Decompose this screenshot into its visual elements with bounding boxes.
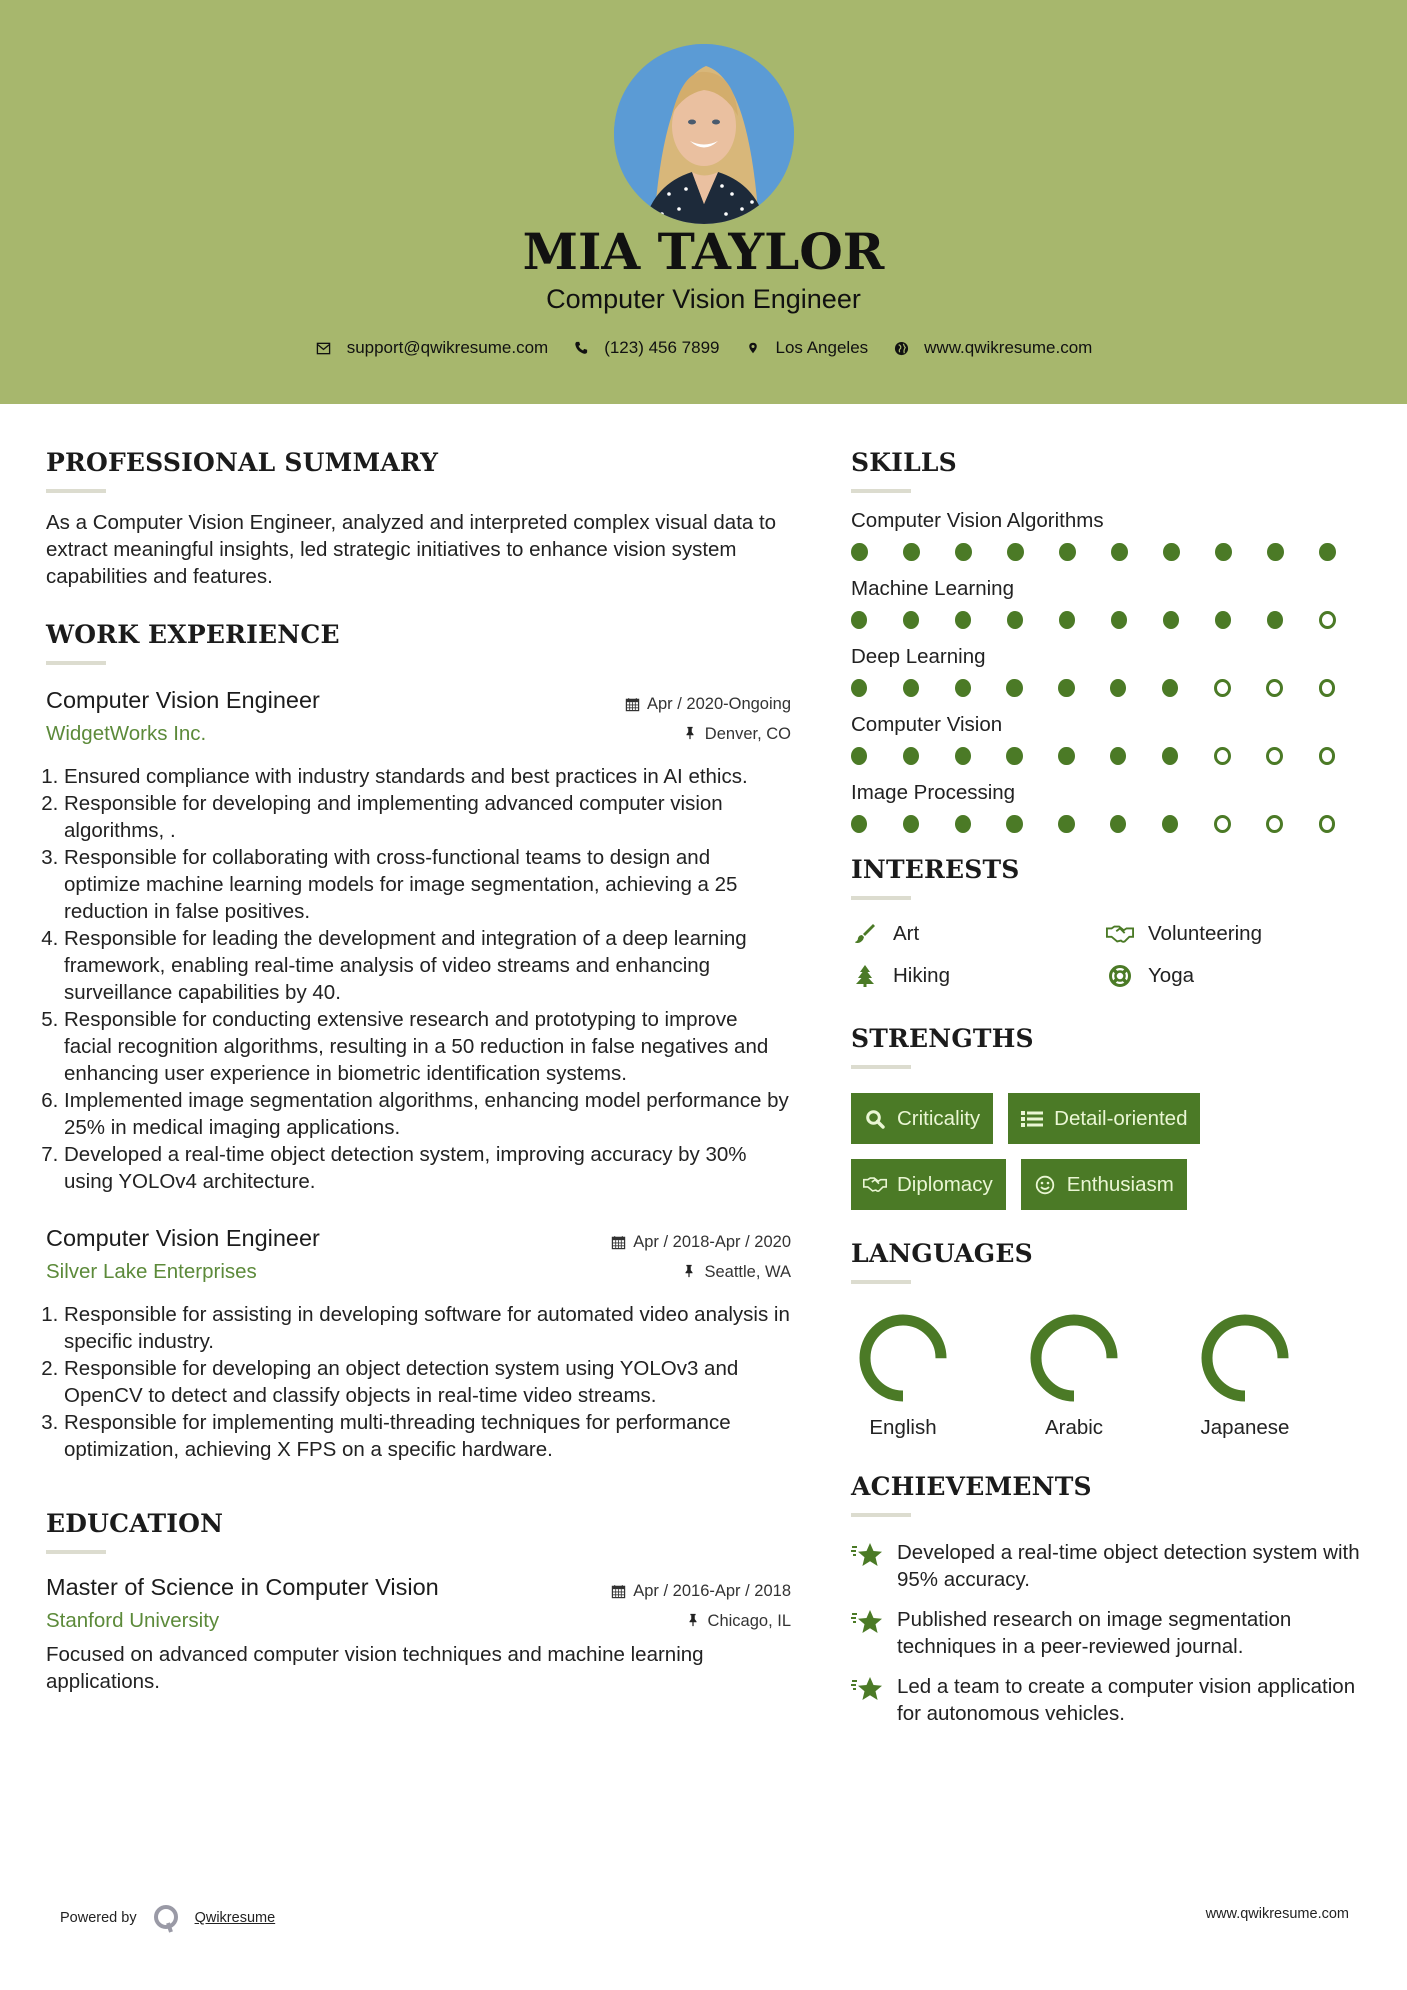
skill-rating	[851, 543, 1371, 561]
rating-dot-filled	[1267, 611, 1283, 629]
rating-dot-empty	[1214, 815, 1231, 833]
paintbrush-icon	[851, 922, 879, 946]
star-icon	[851, 1608, 885, 1638]
calendar-icon	[625, 697, 641, 713]
achievements-section	[851, 1472, 1371, 1727]
footer-powered-by	[60, 1903, 275, 1933]
rating-dot-filled	[1006, 815, 1022, 833]
pushpin-icon	[683, 726, 699, 742]
job-location	[682, 1263, 791, 1282]
phone-icon	[572, 339, 590, 357]
interest-label: Hiking	[893, 964, 950, 987]
rating-dot-filled	[955, 611, 971, 629]
rating-dot-filled	[1267, 543, 1284, 561]
skill-name: Image Processing	[851, 781, 1016, 804]
education-divider	[46, 1550, 106, 1554]
achievement-item	[851, 1539, 1371, 1593]
responsibility-item: 4. Responsible for leading the development and integration of a deep learning framework, enabling real-time analysis of video streams and enhancing surveillance capabilities by 40.	[64, 925, 791, 1006]
job-location-text: Seattle, WA	[704, 1262, 791, 1281]
rating-dot-filled	[1058, 747, 1074, 765]
strength-label: Detail-oriented	[1054, 1106, 1188, 1130]
rating-dot-filled	[1006, 747, 1022, 765]
job-title: Computer Vision Engineer	[46, 687, 320, 713]
skill-name: Computer Vision	[851, 713, 1003, 736]
responsibility-item: 1. Responsible for assisting in developing software for automated video analysis in specific industry.	[64, 1301, 791, 1355]
achievement-item	[851, 1606, 1371, 1660]
education-location-text: Chicago, IL	[707, 1611, 791, 1630]
interests-grid	[851, 922, 1371, 988]
rating-dot-filled	[1058, 815, 1074, 833]
education-dates	[611, 1582, 791, 1601]
strengths-divider	[851, 1065, 911, 1069]
interests-section	[851, 855, 1371, 988]
skill-item	[851, 645, 1371, 697]
skill-rating	[851, 679, 1371, 697]
rating-dot-empty	[1319, 679, 1336, 697]
rating-dot-filled	[955, 679, 971, 697]
rating-dot-filled	[1007, 543, 1024, 561]
education-dates-text: Apr / 2016-Apr / 2018	[633, 1582, 791, 1600]
education-heading: EDUCATION	[46, 1509, 224, 1538]
rating-dot-empty	[1266, 747, 1283, 765]
interests-divider	[851, 896, 911, 900]
skill-rating	[851, 815, 1371, 833]
rating-dot-filled	[1059, 611, 1075, 629]
rating-dot-filled	[851, 747, 867, 765]
powered-by-label: Powered by	[60, 1910, 137, 1926]
rating-dot-empty	[1214, 747, 1231, 765]
rating-dot-filled	[1163, 611, 1179, 629]
pushpin-icon	[682, 1264, 698, 1280]
language-name: Arabic	[1044, 1416, 1104, 1439]
language-progress-ring	[1028, 1312, 1120, 1404]
resume-header	[0, 0, 1407, 404]
language-progress-ring	[857, 1312, 949, 1404]
experience-heading: WORK EXPERIENCE	[46, 620, 340, 649]
contact-email-text: support@qwikresume.com	[346, 338, 549, 357]
company-name: WidgetWorks Inc.	[46, 722, 207, 745]
language-name: English	[869, 1416, 937, 1439]
contact-location	[744, 338, 869, 358]
job-dates-text: Apr / 2018-Apr / 2020	[633, 1233, 791, 1251]
rating-dot-filled	[851, 611, 867, 629]
rating-dot-filled	[903, 543, 920, 561]
profile-photo	[614, 44, 794, 224]
map-pin-icon	[744, 339, 762, 357]
smile-icon	[1033, 1174, 1057, 1196]
calendar-icon	[611, 1584, 627, 1600]
rating-dot-filled	[1058, 679, 1074, 697]
rating-dot-filled	[903, 679, 919, 697]
calendar-icon	[611, 1235, 627, 1251]
contact-phone-text: (123) 456 7899	[604, 338, 720, 357]
skill-name: Computer Vision Algorithms	[851, 509, 1104, 532]
rating-dot-empty	[1266, 679, 1283, 697]
rating-dot-filled	[1007, 611, 1023, 629]
achievements-divider	[851, 1513, 911, 1517]
responsibility-item: 2. Responsible for developing an object detection system using YOLOv3 and OpenCV to detect and classify objects in real-time video streams.	[64, 1355, 791, 1409]
language-item	[1193, 1312, 1364, 1440]
skill-name: Machine Learning	[851, 577, 1014, 600]
languages-section	[851, 1239, 1371, 1440]
qwikresume-link[interactable]: Qwikresume	[194, 1910, 276, 1926]
rating-dot-filled	[1162, 747, 1178, 765]
responsibility-item: 7. Developed a real-time object detection system, improving accuracy by 30% using YOLOv4 architecture.	[64, 1141, 791, 1195]
achievement-text: Led a team to create a computer vision application for autonomous vehicles.	[897, 1675, 1356, 1725]
education-description: Focused on advanced computer vision techniques and machine learning applications.	[46, 1643, 704, 1693]
rating-dot-filled	[1319, 543, 1336, 561]
strength-badge	[1008, 1093, 1200, 1144]
left-column	[46, 404, 791, 1695]
strength-label: Diplomacy	[897, 1172, 993, 1196]
rating-dot-filled	[1162, 815, 1178, 833]
contact-email[interactable]	[315, 338, 549, 358]
star-icon	[851, 1675, 885, 1705]
rating-dot-empty	[1319, 747, 1336, 765]
job-entry	[46, 687, 791, 1195]
rating-dot-filled	[851, 543, 868, 561]
strength-label: Enthusiasm	[1066, 1172, 1174, 1196]
rating-dot-filled	[955, 543, 972, 561]
lifering-icon	[1106, 964, 1134, 988]
handshake-icon	[1106, 922, 1134, 946]
rating-dot-filled	[955, 747, 971, 765]
summary-text: As a Computer Vision Engineer, analyzed and interpreted complex visual data to extract meaningful insights, led strategic initiatives to enhance vision system capabilities and features.	[46, 511, 777, 588]
responsibility-item: 3. Responsible for implementing multi-threading techniques for performance optimization, achieving X FPS on a specific hardware.	[64, 1409, 791, 1463]
strengths-heading: STRENGTHS	[851, 1024, 1034, 1053]
contact-bar	[0, 338, 1407, 358]
interest-label: Yoga	[1148, 964, 1194, 987]
rating-dot-filled	[1110, 815, 1126, 833]
rating-dot-filled	[903, 747, 919, 765]
candidate-name: MIA TAYLOR	[522, 222, 885, 281]
education-location	[686, 1612, 791, 1631]
footer-url[interactable]: www.qwikresume.com	[1205, 1906, 1349, 1922]
rating-dot-filled	[1006, 679, 1022, 697]
rating-dot-filled	[851, 679, 867, 697]
rating-dot-filled	[1111, 543, 1128, 561]
responsibility-item: 2. Responsible for developing and implementing advanced computer vision algorithms, .	[64, 790, 791, 844]
right-column	[851, 404, 1371, 1727]
pushpin-icon	[686, 1613, 702, 1629]
strengths-badges	[851, 1093, 1371, 1225]
summary-divider	[46, 489, 106, 493]
skill-rating	[851, 611, 1371, 629]
skill-item	[851, 713, 1371, 765]
rating-dot-empty	[1214, 679, 1231, 697]
responsibility-item: 6. Implemented image segmentation algorithms, enhancing model performance by 25% in medical imaging applications.	[64, 1087, 791, 1141]
job-title: Computer Vision Engineer	[46, 1225, 320, 1251]
achievement-item	[851, 1673, 1371, 1727]
contact-phone[interactable]	[572, 338, 719, 358]
language-progress-ring	[1199, 1312, 1291, 1404]
qwikresume-logo-icon	[151, 1903, 181, 1933]
rating-dot-empty	[1319, 815, 1336, 833]
contact-website-text: www.qwikresume.com	[924, 338, 1093, 357]
summary-section	[46, 448, 791, 590]
job-responsibilities	[46, 1301, 791, 1463]
strengths-section	[851, 1024, 1371, 1225]
interest-item	[851, 922, 1106, 946]
rating-dot-empty	[1266, 815, 1283, 833]
experience-section	[46, 620, 791, 1463]
languages-list	[851, 1312, 1371, 1440]
achievements-heading: ACHIEVEMENTS	[851, 1472, 1092, 1501]
rating-dot-filled	[1162, 679, 1178, 697]
achievement-text: Developed a real-time object detection system with 95% accuracy.	[897, 1541, 1360, 1591]
job-dates	[611, 1233, 791, 1252]
skills-divider	[851, 489, 911, 493]
interest-label: Volunteering	[1148, 922, 1262, 945]
strength-badge	[851, 1159, 1006, 1210]
strength-label: Criticality	[897, 1106, 981, 1130]
education-entry	[46, 1574, 791, 1695]
skill-item	[851, 509, 1371, 561]
languages-heading: LANGUAGES	[851, 1239, 1033, 1268]
job-location	[683, 725, 791, 744]
strength-badge	[851, 1093, 993, 1144]
skills-section	[851, 448, 1371, 833]
language-item	[851, 1312, 1022, 1440]
job-dates	[625, 695, 791, 714]
rating-dot-filled	[1215, 543, 1232, 561]
rating-dot-filled	[955, 815, 971, 833]
job-dates-text: Apr / 2020-Ongoing	[646, 695, 791, 713]
rating-dot-empty	[1319, 611, 1336, 629]
language-item	[1022, 1312, 1193, 1440]
job-location-text: Denver, CO	[704, 724, 791, 743]
degree-title: Master of Science in Computer Vision	[46, 1574, 439, 1600]
envelope-icon	[315, 339, 333, 357]
skill-item	[851, 781, 1371, 833]
rating-dot-filled	[1111, 611, 1127, 629]
responsibility-item: 1. Ensured compliance with industry standards and best practices in AI ethics.	[64, 763, 791, 790]
star-icon	[851, 1541, 885, 1571]
skill-rating	[851, 747, 1371, 765]
languages-divider	[851, 1280, 911, 1284]
achievement-text: Published research on image segmentation techniques in a peer-reviewed journal.	[897, 1608, 1292, 1658]
search-icon	[863, 1108, 887, 1130]
rating-dot-filled	[1163, 543, 1180, 561]
contact-location-text: Los Angeles	[775, 338, 869, 357]
handshake-icon	[863, 1174, 887, 1196]
interest-item	[1106, 922, 1361, 946]
summary-heading: PROFESSIONAL SUMMARY	[46, 448, 439, 477]
responsibility-item: 5. Responsible for conducting extensive research and prototyping to improve facial recognition algorithms, resulting in a 50 reduction in false negatives and enhancing user experience in biometric identification systems.	[64, 1006, 791, 1087]
rating-dot-filled	[1059, 543, 1076, 561]
interests-heading: INTERESTS	[851, 855, 1020, 884]
skill-item	[851, 577, 1371, 629]
candidate-title: Computer Vision Engineer	[546, 284, 861, 314]
profile-photo-illustration	[614, 44, 794, 224]
education-section	[46, 1509, 791, 1695]
school-name: Stanford University	[46, 1609, 220, 1632]
strength-badge	[1021, 1159, 1187, 1210]
interest-label: Art	[893, 922, 920, 945]
job-entry	[46, 1225, 791, 1463]
contact-website[interactable]	[892, 338, 1092, 358]
skills-list	[851, 509, 1371, 833]
language-name: Japanese	[1200, 1416, 1290, 1439]
interest-item	[1106, 964, 1361, 988]
skills-heading: SKILLS	[851, 448, 957, 477]
rating-dot-filled	[851, 815, 867, 833]
list-icon	[1020, 1108, 1044, 1130]
globe-icon	[892, 339, 910, 357]
rating-dot-filled	[903, 815, 919, 833]
responsibility-item: 3. Responsible for collaborating with cross-functional teams to design and optimize machine learning models for image segmentation, achieving a 25 reduction in false positives.	[64, 844, 791, 925]
rating-dot-filled	[1215, 611, 1231, 629]
interest-item	[851, 964, 1106, 988]
skill-name: Deep Learning	[851, 645, 986, 668]
rating-dot-filled	[1110, 679, 1126, 697]
company-name: Silver Lake Enterprises	[46, 1260, 257, 1283]
experience-divider	[46, 661, 106, 665]
achievements-list	[851, 1539, 1371, 1727]
job-responsibilities	[46, 763, 791, 1195]
rating-dot-filled	[903, 611, 919, 629]
rating-dot-filled	[1110, 747, 1126, 765]
tree-icon	[851, 964, 879, 988]
